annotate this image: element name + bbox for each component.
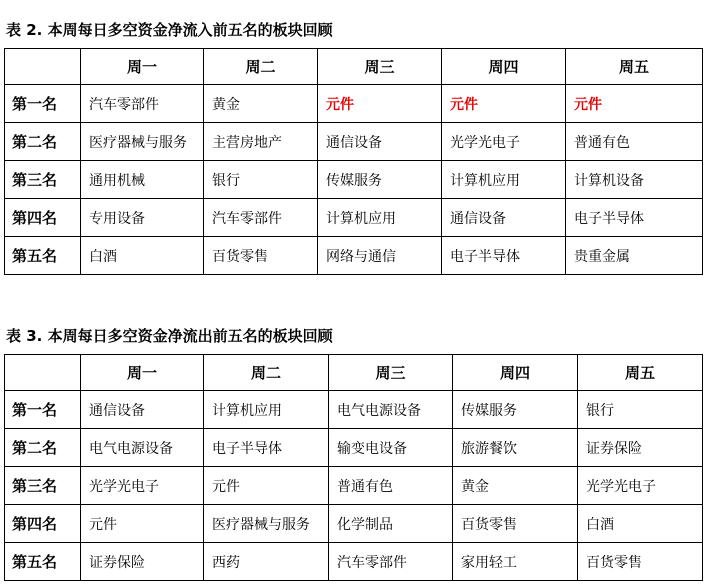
header-thursday: 周四	[453, 355, 578, 391]
table-cell: 通信设备	[318, 123, 442, 161]
table-cell: 主营房地产	[204, 123, 318, 161]
rank-label: 第一名	[5, 85, 81, 123]
header-tuesday: 周二	[204, 49, 318, 85]
rank-label: 第五名	[5, 543, 81, 581]
rank-label: 第四名	[5, 505, 81, 543]
table-row	[5, 123, 703, 161]
table-cell: 网络与通信	[318, 237, 442, 275]
table-cell: 白酒	[578, 505, 703, 543]
table-cell: 专用设备	[81, 199, 204, 237]
table-row	[5, 237, 703, 275]
rank-label: 第四名	[5, 199, 81, 237]
table-cell: 计算机应用	[442, 161, 566, 199]
table-row	[5, 161, 703, 199]
rank-label: 第二名	[5, 123, 81, 161]
rank-label: 第五名	[5, 237, 81, 275]
header-thursday: 周四	[442, 49, 566, 85]
table-cell: 化学制品	[329, 505, 453, 543]
table-cell: 输变电设备	[329, 429, 453, 467]
table-cell: 医疗器械与服务	[204, 505, 329, 543]
table-row	[5, 85, 703, 123]
header-monday: 周一	[81, 49, 204, 85]
table-cell: 通信设备	[81, 391, 204, 429]
rank-label: 第一名	[5, 391, 81, 429]
table-row	[5, 391, 703, 429]
table-cell: 黄金	[453, 467, 578, 505]
header-tuesday: 周二	[204, 355, 329, 391]
rank-label: 第三名	[5, 161, 81, 199]
table-cell-highlighted: 元件	[566, 85, 703, 123]
table-cell: 传媒服务	[318, 161, 442, 199]
table-cell: 汽车零部件	[329, 543, 453, 581]
table-cell: 光学光电子	[81, 467, 204, 505]
corner-cell	[5, 49, 81, 85]
table-cell: 证券保险	[81, 543, 204, 581]
header-wednesday: 周三	[329, 355, 453, 391]
net-outflow-table	[4, 354, 703, 581]
rank-label: 第三名	[5, 467, 81, 505]
table-cell: 旅游餐饮	[453, 429, 578, 467]
table-cell: 计算机应用	[318, 199, 442, 237]
table-header-row	[5, 355, 703, 391]
header-monday: 周一	[81, 355, 204, 391]
table-row	[5, 199, 703, 237]
table-cell-highlighted: 元件	[442, 85, 566, 123]
table-cell: 银行	[204, 161, 318, 199]
table-cell: 电子半导体	[204, 429, 329, 467]
table-cell: 通信设备	[442, 199, 566, 237]
table-cell: 电气电源设备	[81, 429, 204, 467]
table-cell: 电子半导体	[442, 237, 566, 275]
table-cell: 电子半导体	[566, 199, 703, 237]
table-row	[5, 429, 703, 467]
header-friday: 周五	[566, 49, 703, 85]
table-cell: 银行	[578, 391, 703, 429]
net-inflow-table	[4, 48, 703, 275]
table-cell: 电气电源设备	[329, 391, 453, 429]
table-3-caption: 表 3. 本周每日多空资金净流出前五名的板块回顾	[6, 327, 333, 345]
table-cell: 元件	[81, 505, 204, 543]
table-cell: 传媒服务	[453, 391, 578, 429]
table-cell: 贵重金属	[566, 237, 703, 275]
table-cell: 汽车零部件	[81, 85, 204, 123]
table-cell: 医疗器械与服务	[81, 123, 204, 161]
table-cell-highlighted: 元件	[318, 85, 442, 123]
table-cell: 家用轻工	[453, 543, 578, 581]
table-cell: 计算机应用	[204, 391, 329, 429]
table-header-row	[5, 49, 703, 85]
table-cell: 百货零售	[204, 237, 318, 275]
header-wednesday: 周三	[318, 49, 442, 85]
table-row	[5, 543, 703, 581]
table-cell: 黄金	[204, 85, 318, 123]
rank-label: 第二名	[5, 429, 81, 467]
table-cell: 证券保险	[578, 429, 703, 467]
table-row	[5, 505, 703, 543]
table-cell: 百货零售	[453, 505, 578, 543]
table-cell: 西药	[204, 543, 329, 581]
table-cell: 普通有色	[329, 467, 453, 505]
table-cell: 元件	[204, 467, 329, 505]
table-cell: 计算机设备	[566, 161, 703, 199]
table-row	[5, 467, 703, 505]
table-cell: 汽车零部件	[204, 199, 318, 237]
corner-cell	[5, 355, 81, 391]
table-cell: 光学光电子	[578, 467, 703, 505]
table-cell: 普通有色	[566, 123, 703, 161]
table-2-caption: 表 2. 本周每日多空资金净流入前五名的板块回顾	[6, 21, 333, 39]
table-cell: 百货零售	[578, 543, 703, 581]
table-cell: 通用机械	[81, 161, 204, 199]
header-friday: 周五	[578, 355, 703, 391]
table-cell: 白酒	[81, 237, 204, 275]
table-cell: 光学光电子	[442, 123, 566, 161]
